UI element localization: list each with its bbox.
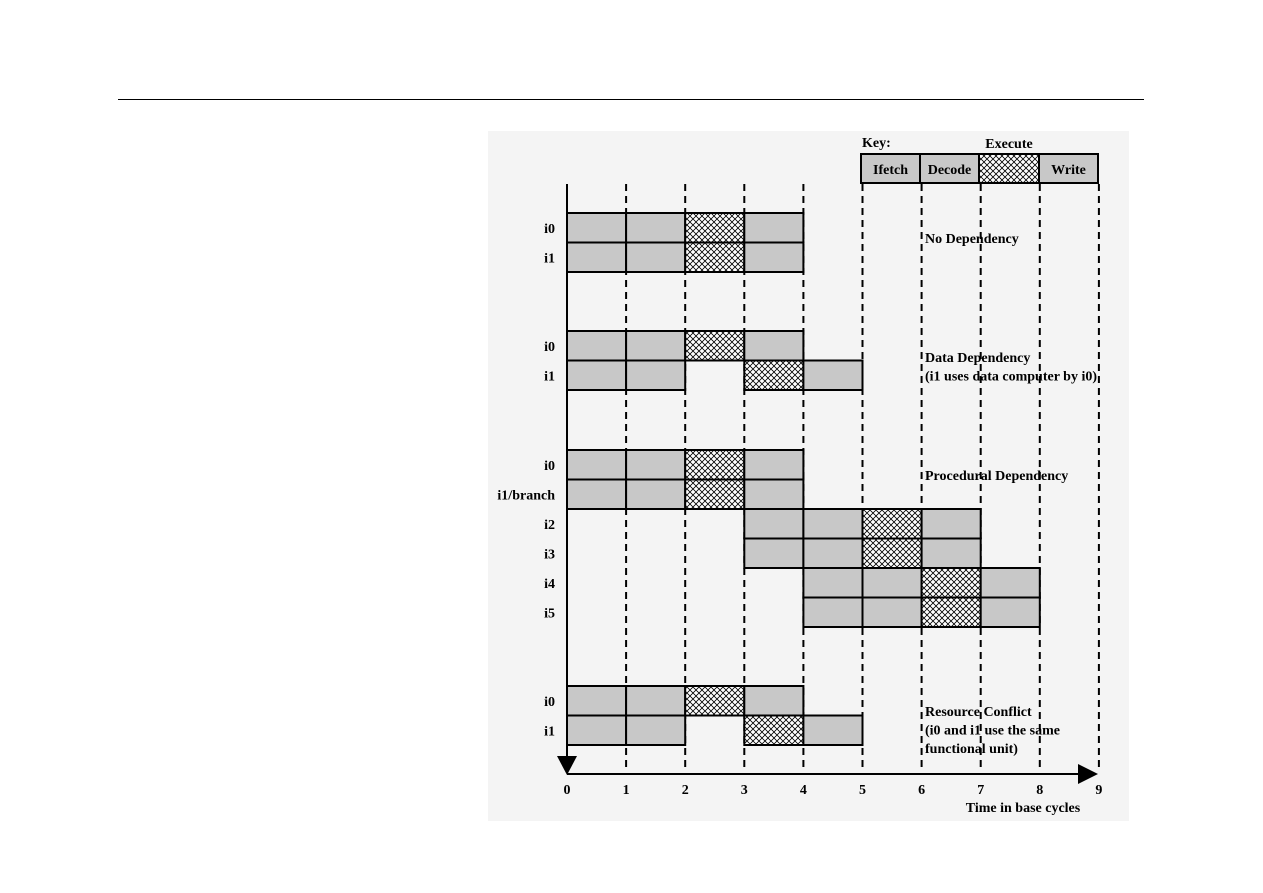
instruction-label: i0: [544, 340, 555, 355]
instruction-label: i1: [544, 251, 555, 267]
key-execute-box: [979, 154, 1039, 183]
stage-cell-procedural-dependency-i4-1: [863, 568, 922, 598]
stage-cell-procedural-dependency-i0-0: [567, 450, 626, 480]
time-tick-label: 1: [622, 783, 630, 798]
stage-cell-no-dependency-i0-1: [626, 213, 685, 243]
stage-cell-procedural-dependency-i5-2: [922, 598, 981, 628]
instruction-label: i4: [544, 577, 555, 592]
key: [861, 136, 1098, 183]
group-description-procedural-dependency: Procedural Dependency: [925, 469, 1069, 484]
stage-cell-procedural-dependency-i0-2: [685, 450, 744, 480]
time-axis-arrow: [1078, 764, 1098, 784]
instruction-label: i1: [544, 724, 555, 740]
stage-cell-no-dependency-i0-0: [567, 213, 626, 243]
instruction-label: i0: [544, 459, 555, 474]
stage-cell-no-dependency-i1-3: [744, 243, 803, 273]
stage-cell-data-dependency-i1-1: [626, 361, 685, 391]
time-tick-label: 6: [918, 783, 926, 798]
instruction-label: i5: [544, 606, 555, 622]
vertical-axis-arrow: [557, 756, 577, 775]
instruction-label: i0: [544, 695, 555, 710]
instruction-labels: [497, 222, 555, 740]
stage-cell-procedural-dependency-i2-0: [744, 509, 803, 539]
stage-cell-resource-conflict-i1-4: [803, 716, 862, 746]
key-write-label: Write: [1051, 163, 1086, 178]
stage-cell-resource-conflict-i0-1: [626, 686, 685, 716]
stage-cell-resource-conflict-i1-3: [744, 716, 803, 746]
stage-cell-procedural-dependency-i1-branch-2: [685, 480, 744, 510]
stage-cell-procedural-dependency-i5-0: [803, 598, 862, 628]
stage-cell-resource-conflict-i0-3: [744, 686, 803, 716]
stage-cell-procedural-dependency-i3-2: [863, 539, 922, 569]
stage-cell-data-dependency-i1-3: [744, 361, 803, 391]
stage-cell-data-dependency-i1-0: [567, 361, 626, 391]
group-description-data-dependency: Data Dependency: [925, 351, 1031, 366]
stage-cell-resource-conflict-i0-2: [685, 686, 744, 716]
instruction-label: i0: [544, 222, 555, 237]
group-description-resource-conflict: (i0 and i1 use the same: [925, 723, 1060, 739]
stage-cell-no-dependency-i0-3: [744, 213, 803, 243]
time-axis-ticks: [564, 783, 1103, 798]
stage-cell-procedural-dependency-i4-2: [922, 568, 981, 598]
time-tick-label: 9: [1095, 783, 1103, 798]
time-tick-label: 3: [740, 783, 748, 798]
time-tick-label: 4: [799, 783, 807, 798]
stage-cell-procedural-dependency-i0-3: [744, 450, 803, 480]
time-tick-label: 7: [977, 783, 985, 798]
stage-cell-no-dependency-i1-0: [567, 243, 626, 273]
time-tick-label: 0: [563, 783, 571, 798]
stage-cell-procedural-dependency-i4-0: [803, 568, 862, 598]
stage-cell-resource-conflict-i1-1: [626, 716, 685, 746]
stage-cell-procedural-dependency-i1-branch-1: [626, 480, 685, 510]
group-description-data-dependency: (i1 uses data computer by i0): [925, 369, 1098, 385]
instruction-label: i1: [544, 369, 555, 385]
group-description-no-dependency: No Dependency: [925, 232, 1019, 247]
key-title: Key:: [862, 136, 891, 151]
stage-cell-procedural-dependency-i3-0: [744, 539, 803, 569]
instruction-label: i3: [544, 547, 555, 563]
time-tick-label: 5: [859, 783, 866, 798]
key-ifetch-label: Ifetch: [873, 163, 908, 178]
stage-cell-procedural-dependency-i5-1: [863, 598, 922, 628]
time-tick-label: 8: [1036, 783, 1044, 798]
group-description-resource-conflict: Resource Conflict: [925, 705, 1032, 720]
stage-cell-procedural-dependency-i2-2: [863, 509, 922, 539]
key-execute-label: Execute: [985, 137, 1033, 152]
stage-cell-procedural-dependency-i4-3: [981, 568, 1040, 598]
stage-cell-data-dependency-i0-2: [685, 331, 744, 361]
stage-cell-resource-conflict-i1-0: [567, 716, 626, 746]
group-description-resource-conflict: functional unit): [925, 742, 1018, 757]
key-decode-label: Decode: [927, 163, 972, 178]
stage-cell-procedural-dependency-i1-branch-3: [744, 480, 803, 510]
stage-cell-procedural-dependency-i0-1: [626, 450, 685, 480]
stage-cell-procedural-dependency-i5-3: [981, 598, 1040, 628]
stage-cell-data-dependency-i0-1: [626, 331, 685, 361]
stage-cell-data-dependency-i0-3: [744, 331, 803, 361]
instruction-label: i1/branch: [497, 488, 555, 504]
group-descriptions: [925, 232, 1097, 757]
stage-cell-procedural-dependency-i1-branch-0: [567, 480, 626, 510]
stage-cell-resource-conflict-i0-0: [567, 686, 626, 716]
stage-cell-procedural-dependency-i2-3: [922, 509, 981, 539]
stage-cell-no-dependency-i1-2: [685, 243, 744, 273]
stage-cell-no-dependency-i1-1: [626, 243, 685, 273]
stage-cell-procedural-dependency-i2-1: [803, 509, 862, 539]
stage-cell-procedural-dependency-i3-3: [922, 539, 981, 569]
time-tick-label: 2: [681, 783, 689, 798]
stage-cell-no-dependency-i0-2: [685, 213, 744, 243]
time-axis-label: Time in base cycles: [965, 801, 1081, 816]
stage-cell-data-dependency-i1-4: [803, 361, 862, 391]
stage-cell-procedural-dependency-i3-1: [803, 539, 862, 569]
stage-cell-data-dependency-i0-0: [567, 331, 626, 361]
instruction-label: i2: [544, 518, 555, 533]
